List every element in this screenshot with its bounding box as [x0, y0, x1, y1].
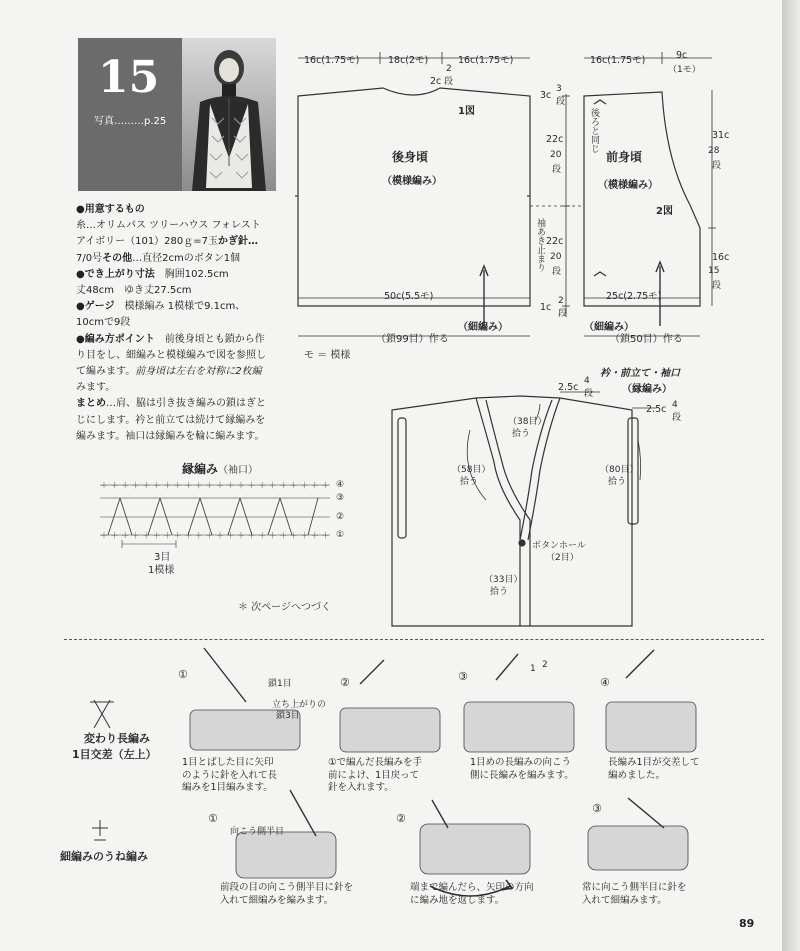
back-chain-label: （鎖99目）作る	[376, 334, 449, 345]
tech1-step2-line1: ①で編んだ長編みを手	[328, 757, 423, 768]
size-heading: ●でき上がり寸法	[76, 268, 155, 280]
tech1-chain1: 鎖1目	[268, 679, 292, 689]
hook-size: 7/0号	[76, 252, 103, 264]
tech2-step1-line2: 入れて細編みを編みます。	[220, 894, 334, 906]
back-top-right-dim: 16c(1.75モ)	[458, 55, 514, 66]
edging-row-3: ③	[336, 493, 345, 503]
hem-rows-unit: 段	[558, 309, 568, 319]
tech1-step3-line2: 側に長編みを編みます。	[470, 769, 574, 781]
page-gutter	[782, 0, 800, 951]
front-upper-rows-num: 28	[708, 146, 720, 156]
materials-heading: ●用意するもの	[76, 204, 145, 215]
tech1-step1-line2: のように針を入れて長	[182, 769, 278, 781]
back-body-title: 後身頃	[392, 150, 429, 164]
tech2-step-2: ②	[396, 812, 406, 825]
photo-reference: 写真………p.25	[94, 116, 167, 127]
tech1-step3-text	[470, 757, 574, 782]
buttonhole-count: （2目）	[546, 553, 579, 563]
pickup-80: （80目）	[600, 465, 639, 475]
back-top-mid-dim: 18c(2モ)	[388, 55, 429, 66]
back-top-left-dim: 16c(1.75モ)	[304, 55, 360, 66]
tech2-step2-line2: に編み地を返します。	[410, 894, 505, 906]
edging-title	[182, 460, 258, 477]
length-line: 丈48cm ゆき丈27.5cm	[76, 285, 192, 297]
pickup-80-b: 拾う	[608, 477, 627, 487]
back-hem-label: （細編み）	[458, 322, 508, 333]
buttonhole-label: ボタンホール	[532, 541, 586, 551]
button-note: …直径2cmのボタン1個	[132, 252, 241, 264]
assembly-sub: （縁編み）	[622, 384, 672, 395]
front-body-title: 前身頃	[606, 150, 643, 164]
tech1-step4-text	[608, 757, 700, 782]
tech2-step1-text	[220, 882, 353, 907]
edging-row-4: ④	[336, 480, 345, 490]
front-chain-label: （鎖50目）作る	[610, 334, 683, 345]
hook-label: かぎ針…	[218, 236, 259, 248]
point-line-4: みます。	[76, 382, 116, 394]
tech2-step-3: ③	[592, 802, 602, 815]
front-top-left-dim: 16c(1.75モ)	[590, 55, 646, 66]
front-top-right-dim: 9c	[676, 50, 688, 61]
armhole-rows-num: 20	[550, 150, 562, 160]
pickup-33-b: 拾う	[490, 587, 509, 597]
side-lower-dim: 22c	[546, 236, 564, 247]
tech2-back-loop: 向こう側半目	[230, 827, 285, 837]
tech1-step-3: ③	[458, 670, 468, 683]
continued-note: ＊ 次ページへつづく	[238, 602, 331, 613]
front-lower-dim: 16c	[712, 252, 730, 263]
point-heading: ●編み方ポイント	[76, 333, 155, 345]
yarn-line: 糸…オリムパス ツリーハウス フォレスト	[76, 220, 261, 232]
other-label: その他	[102, 252, 133, 264]
shoulder-dim: 3c	[540, 90, 552, 101]
front-lower-rows-num: 15	[708, 266, 720, 276]
tech2-step1-line1: 前段の目の向こう側半目に針を	[220, 882, 354, 893]
gauge-line-2: 10cmで9段	[76, 317, 131, 329]
pickup-38-b: 拾う	[512, 429, 531, 439]
assembly-title: 衿・前立て・袖口	[600, 368, 680, 379]
collar-rows-unit: 段	[584, 389, 594, 399]
side-lower-rows-unit: 段	[552, 267, 562, 277]
edging-repeat-2: 1模様	[148, 565, 175, 576]
tech1-step-1: ①	[178, 668, 188, 681]
shoulder-rows-num: 3	[556, 84, 562, 94]
point-text: 前後身頃とも鎖から作	[164, 333, 265, 345]
tech1-step1-line1: 1目とばした目に矢印	[182, 757, 274, 768]
svg-text:＋ ＋ ＋ ＋ ＋ ＋ ＋ ＋ ＋ ＋ ＋ ＋ ＋ ＋ ＋: ＋ ＋ ＋ ＋ ＋ ＋ ＋ ＋ ＋ ＋ ＋ ＋ ＋ ＋ ＋ ＋ ＋ ＋ ＋ ＋ ＋ ＋	[100, 481, 330, 490]
figure-1-label: 1図	[458, 106, 475, 117]
neck-rows-num: 2	[446, 64, 452, 74]
front-hem-label: （細編み）	[584, 322, 634, 333]
pickup-33: （33目）	[484, 575, 523, 585]
armhole-stop-label: 袖あき止まり	[535, 218, 545, 272]
side-lower-rows-num: 20	[550, 252, 562, 262]
edging-row-1: ①	[336, 530, 345, 540]
front-upper-rows-unit: 段	[712, 161, 722, 171]
tech1-step4-line1: 長編み1目が交差して	[608, 757, 700, 768]
point-line-2: り目をし、細編みと模様編みで図を参照し	[76, 349, 266, 361]
neck-rows-unit: 段	[444, 77, 454, 87]
tech1-step3-line1: 1目めの長編みの向こう	[470, 757, 572, 768]
gauge-heading: ●ゲージ	[76, 301, 115, 313]
edging-row-2: ②	[336, 512, 345, 522]
tech2-step2-line1: 端まで編んだら、矢印の方向	[410, 882, 534, 893]
front-top-right-mo: （1モ）	[668, 65, 701, 75]
edging-title-text: 縁編み	[182, 462, 219, 476]
tech2-step-1: ①	[208, 812, 218, 825]
hem-dim: 1c	[540, 302, 552, 313]
back-body-sub: （模様編み）	[382, 176, 442, 187]
point-note: 前身頃は左右を対称に2枚編	[135, 366, 262, 378]
tech1-step2-text	[328, 757, 422, 795]
front-lower-rows-unit: 段	[712, 281, 722, 291]
front-bottom-width: 25c(2.75モ)	[606, 291, 662, 302]
neck-depth-dim: 2c	[430, 76, 442, 87]
tech2-step3-line2: 入れて細編みます。	[582, 894, 667, 906]
finish-line-2: じにします。衿と前立ては続けて縁編みを	[76, 414, 266, 426]
chest-size: 胸囲102.5cm	[164, 268, 229, 280]
hem-rows-num: 2	[558, 296, 564, 306]
edging-sub: （袖口）	[218, 465, 259, 476]
finish-text: …肩、脇は引き抜き編みの鎖はぎと	[106, 398, 266, 410]
armhole-rows-unit: 段	[552, 165, 562, 175]
front-upper-dim: 31c	[712, 130, 730, 141]
collar-rows-num: 4	[584, 376, 590, 386]
figure-2-label: 2図	[656, 206, 673, 217]
tech2-step3-text	[582, 882, 687, 907]
finish-heading: まとめ	[76, 398, 106, 410]
pattern-number: 15	[98, 52, 160, 103]
tech1-step2-line2: 前によけ、1目戻って	[328, 769, 420, 781]
tech1-step-4: ④	[600, 676, 610, 689]
armhole-dim: 22c	[546, 134, 564, 145]
gauge-value: 模様編み 1模様で9.1cm、	[124, 301, 246, 313]
point-text-3: て編みます。	[76, 366, 136, 378]
pickup-58: （58目）	[452, 465, 491, 475]
yarn-color: アイボリー（101）280ｇ=7玉	[76, 236, 219, 248]
tech1-step2-line3: 針を入れます。	[328, 782, 394, 793]
mo-note: モ ＝ 模様	[304, 350, 351, 361]
tech1-name-1: 変わり長編み	[84, 732, 150, 745]
tech1-name-2: 1目交差（左上）	[72, 748, 157, 761]
cuff-rows-num: 4	[672, 400, 678, 410]
front-body-sub: （模様編み）	[598, 180, 658, 191]
collar-width-dim: 2.5c	[558, 382, 579, 393]
tech2-step3-line1: 常に向こう側半目に針を	[582, 882, 687, 893]
same-as-back-label: 後ろと同じ	[589, 108, 599, 153]
svg-text:＋ ＋ ＋ ＋ ＋ ＋ ＋ ＋ ＋ ＋ ＋ ＋ ＋ ＋ ＋: ＋ ＋ ＋ ＋ ＋ ＋ ＋ ＋ ＋ ＋ ＋ ＋ ＋ ＋ ＋ ＋ ＋ ＋ ＋ ＋ ＋ ＋	[100, 531, 330, 540]
tech2-name: 細編みのうね編み	[60, 850, 148, 863]
tech1-arrow-1: 1	[530, 664, 536, 674]
tech1-turning-2: 鎖3目	[276, 711, 300, 721]
tech1-step1-text	[182, 757, 277, 795]
pickup-58-b: 拾う	[460, 477, 479, 487]
tech2-step2-text	[410, 882, 534, 907]
cuff-rows-unit: 段	[672, 413, 682, 423]
tech1-arrow-2: 2	[542, 660, 548, 670]
tech1-step4-line2: 編めました。	[608, 769, 666, 781]
edging-repeat: 3目	[154, 552, 171, 563]
pickup-38: （38目）	[508, 417, 547, 427]
tech1-step-2: ②	[340, 676, 350, 689]
cuff-width-dim: 2.5c	[646, 404, 667, 415]
page-number: 89	[739, 917, 755, 930]
tech1-step1-line3: 編みを1目編みます。	[182, 782, 273, 793]
shoulder-rows-unit: 段	[556, 97, 566, 107]
back-bottom-width: 50c(5.5モ)	[384, 291, 434, 302]
tech1-turning-1: 立ち上がりの	[272, 700, 327, 710]
finish-line-3: 編みます。袖口は縁編みを輪に編みます。	[76, 430, 265, 442]
